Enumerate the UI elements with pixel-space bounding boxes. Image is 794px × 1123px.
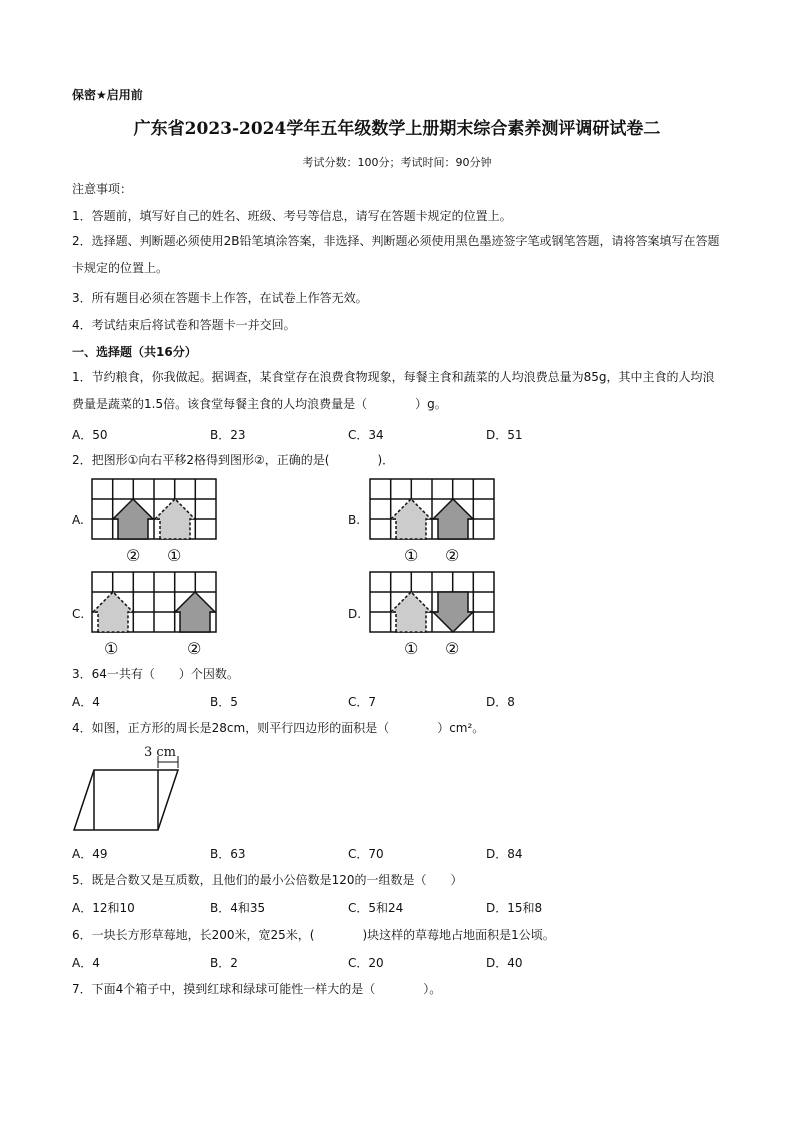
parallelogram-figure — [72, 744, 192, 836]
circle-1-label: ① — [167, 546, 182, 565]
q2-figure-b[interactable] — [368, 477, 498, 565]
circle-1-label: ① — [404, 546, 419, 565]
circle-2-label: ② — [126, 546, 141, 565]
note-2: 2．选择题、判断题必须使用2B铅笔填涂答案，非选择、判断题必须使用黑色墨迹签字笔或钢笔答题，请将答案填写在答题卡规定的位置上。 — [72, 234, 720, 275]
circle-1-label: ① — [404, 639, 419, 658]
q6-option-a[interactable]: A．4 — [72, 956, 100, 970]
note-4: 4．考试结束后将试卷和答题卡一并交回。 — [72, 318, 296, 332]
q2-option-b-label[interactable]: B. — [348, 513, 361, 527]
q6-option-d[interactable]: D．40 — [486, 956, 523, 970]
question-3-text: 3．64一共有（ ）个因数。 — [72, 667, 239, 681]
q1-option-d[interactable]: D．51 — [486, 428, 523, 442]
exam-info: 考试分数：100分；考试时间：90分钟 — [302, 156, 492, 169]
notes-heading: 注意事项： — [72, 182, 133, 196]
section-heading: 一、选择题（共16分） — [72, 345, 197, 359]
dimension-label: 3 cm — [144, 745, 177, 760]
q5-option-a[interactable]: A．12和10 — [72, 901, 135, 915]
q2-option-c-label[interactable]: C. — [72, 607, 85, 621]
q2-figure-c[interactable] — [90, 570, 220, 658]
q3-option-d[interactable]: D．8 — [486, 695, 515, 709]
q6-option-b[interactable]: B．2 — [210, 956, 238, 970]
circle-1-label: ① — [104, 639, 119, 658]
circle-2-label: ② — [445, 639, 460, 658]
question-1-text: 1．节约粮食，你我做起。据调查，某食堂存在浪费食物现象，每餐主食和蔬菜的人均浪费总量为85g，其中主食的人均浪费量是蔬菜的1.5倍。该食堂每餐主食的人均浪费量是（ ）g。 — [72, 370, 715, 411]
q2-option-a-label[interactable]: A. — [72, 513, 84, 527]
q2-option-d-label[interactable]: D. — [348, 607, 362, 621]
note-3: 3．所有题目必须在答题卡上作答，在试卷上作答无效。 — [72, 291, 368, 305]
question-2-text: 2．把图形①向右平移2格得到图形②，正确的是( )． — [72, 453, 395, 467]
question-6-text: 6．一块长方形草莓地，长200米，宽25米，( )块这样的草莓地占地面积是1公顷。 — [72, 928, 555, 942]
question-4-text: 4．如图，正方形的周长是28cm，则平行四边形的面积是（ ）cm²。 — [72, 721, 485, 735]
q1-option-b[interactable]: B．23 — [210, 428, 246, 442]
q3-option-b[interactable]: B．5 — [210, 695, 238, 709]
q5-option-b[interactable]: B．4和35 — [210, 901, 266, 915]
q3-option-a[interactable]: A．4 — [72, 695, 100, 709]
question-7-text: 7．下面4个箱子中，摸到红球和绿球可能性一样大的是（ ）。 — [72, 982, 442, 996]
q3-option-c[interactable]: C．7 — [348, 695, 377, 709]
q4-option-c[interactable]: C．70 — [348, 847, 384, 861]
exam-title: 广东省2023-2024学年五年级数学上册期末综合素养测评调研试卷二 — [133, 119, 661, 139]
q5-option-d[interactable]: D．15和8 — [486, 901, 543, 915]
circle-2-label: ② — [187, 639, 202, 658]
circle-2-label: ② — [445, 546, 460, 565]
question-5-text: 5．既是合数又是互质数，且他们的最小公倍数是120的一组数是（ ） — [72, 873, 463, 887]
q1-option-a[interactable]: A．50 — [72, 428, 108, 442]
q1-option-c[interactable]: C．34 — [348, 428, 384, 442]
q2-figure-a[interactable] — [90, 477, 220, 565]
q4-option-d[interactable]: D．84 — [486, 847, 523, 861]
q6-option-c[interactable]: C．20 — [348, 956, 384, 970]
note-1: 1．答题前，填写好自己的姓名、班级、考号等信息，请写在答题卡规定的位置上。 — [72, 209, 512, 223]
q4-option-b[interactable]: B．63 — [210, 847, 246, 861]
q5-option-c[interactable]: C．5和24 — [348, 901, 404, 915]
q4-option-a[interactable]: A．49 — [72, 847, 108, 861]
q2-figure-d[interactable] — [368, 570, 498, 658]
confidential-mark: 保密★启用前 — [72, 88, 143, 102]
